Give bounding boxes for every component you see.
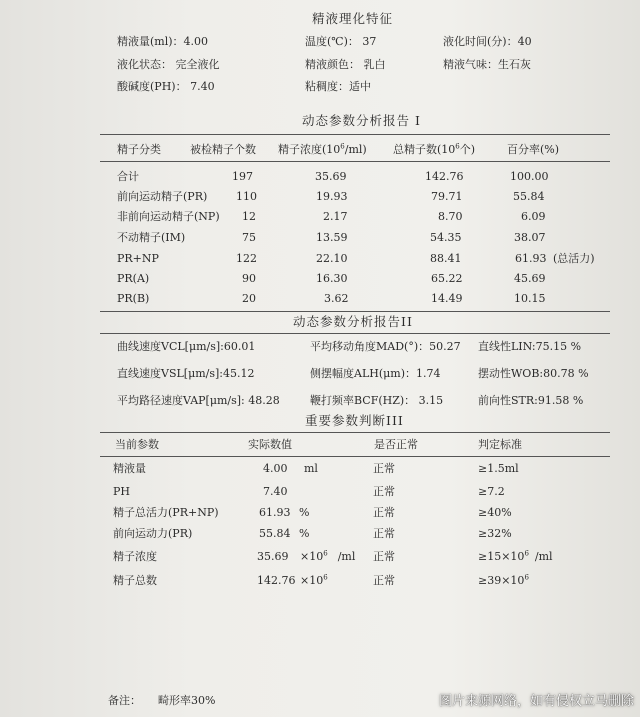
table-row-status: 正常	[373, 485, 395, 498]
table-row-count: 197	[232, 170, 253, 183]
report2-title: 动态参数分析报告II	[293, 314, 413, 329]
remark-label: 备注：	[108, 694, 141, 707]
table-row-name: 合计	[117, 170, 139, 183]
vap-field: 平均路径速度VAP[μm/s]: 48.28	[117, 394, 280, 407]
report3-title: 重要参数判断III	[305, 413, 404, 428]
table-row-conc: 13.59	[316, 231, 348, 244]
report1-header-pct: 百分率(%)	[507, 143, 560, 156]
table-row-standard: ≥40%	[478, 506, 512, 519]
alh-field: 侧摆幅度ALH(μm)：1.74	[310, 367, 441, 380]
divider	[100, 456, 610, 457]
table-row-unit: ml	[304, 462, 318, 475]
remark-text: 畸形率30%	[158, 694, 216, 707]
table-row-total: 142.76	[425, 170, 464, 183]
table-row-value: 4.00	[263, 462, 288, 475]
table-row-status: 正常	[373, 506, 395, 519]
report1-header-conc: 精子浓度$(10^6/ml)$	[278, 142, 367, 156]
table-row-count: 20	[242, 292, 256, 305]
temperature-field: 温度(℃)： 37	[305, 35, 377, 48]
table-row-param: 精子浓度	[113, 550, 157, 563]
table-row-pct: 10.15	[514, 292, 546, 305]
watermark-caption: 图片来源网络，如有侵权立马删除	[438, 694, 634, 709]
wob-field: 摆动性WOB:80.78 %	[478, 367, 589, 380]
table-row-unit: %	[299, 527, 310, 540]
table-row-value: 142.76	[257, 574, 296, 587]
bcf-field: 鞭打频率BCF(HZ)： 3.15	[310, 394, 444, 407]
table-row-name: PR(B)	[117, 292, 150, 305]
mad-field: 平均移动角度MAD(°)：50.27	[310, 340, 461, 353]
table-row-value: 55.84	[259, 527, 291, 540]
total-motility-note: (总活力)	[553, 252, 595, 265]
table-row-count: 12	[242, 210, 256, 223]
table-row-total: 54.35	[430, 231, 462, 244]
table-row-param: 精子总数	[113, 574, 157, 587]
table-row-total: 65.22	[431, 272, 463, 285]
table-row-name: 非前向运动精子(NP)	[117, 210, 220, 223]
table-row-param: PH	[113, 485, 130, 498]
liquefaction-state-field: 液化状态： 完全液化	[117, 58, 220, 71]
table-row-unit: $\times 10^6$ /ml	[300, 549, 356, 563]
table-row-conc: 3.62	[324, 292, 349, 305]
table-row-standard: $\ge 39\times 10^6$	[478, 573, 529, 587]
viscosity-field: 粘稠度：适中	[305, 80, 371, 93]
str-field: 前向性STR:91.58 %	[478, 394, 584, 407]
divider	[100, 311, 610, 312]
divider	[100, 134, 610, 135]
table-row-status: 正常	[373, 574, 395, 587]
report3-header-value: 实际数值	[248, 438, 292, 451]
table-row-pct: 61.93	[515, 252, 547, 265]
vcl-field: 曲线速度VCL[μm/s]:60.01	[117, 340, 256, 353]
table-row-value: 35.69	[257, 550, 289, 563]
table-row-count: 122	[236, 252, 257, 265]
divider	[100, 161, 610, 162]
table-row-pct: 55.84	[513, 190, 545, 203]
table-row-conc: 19.93	[316, 190, 348, 203]
report1-header-total: 总精子数($10^6$个)	[393, 142, 476, 156]
divider	[100, 333, 610, 334]
divider	[100, 432, 610, 433]
table-row-status: 正常	[373, 527, 395, 540]
table-row-param: 精子总活力(PR+NP)	[113, 506, 219, 519]
report1-header-count: 被检精子个数	[190, 143, 256, 156]
liquefaction-time-field: 液化时间(分)：40	[443, 35, 532, 48]
physchem-title: 精液理化特征	[312, 11, 394, 26]
table-row-pct: 38.07	[514, 231, 546, 244]
table-row-pct: 100.00	[510, 170, 549, 183]
table-row-total: 88.41	[430, 252, 462, 265]
report3-header-status: 是否正常	[374, 438, 418, 451]
table-row-pct: 6.09	[521, 210, 546, 223]
table-row-param: 精液量	[113, 462, 146, 475]
table-row-count: 110	[236, 190, 257, 203]
report1-header-class: 精子分类	[117, 143, 161, 156]
report3-header-param: 当前参数	[115, 438, 159, 451]
volume-field: 精液量(ml)：4.00	[117, 35, 209, 48]
table-row-total: 8.70	[438, 210, 463, 223]
table-row-name: 前向运动精子(PR)	[117, 190, 208, 203]
ph-field: 酸碱度(PH)： 7.40	[117, 80, 215, 93]
semen-odor-field: 精液气味：生石灰	[443, 58, 531, 71]
semen-color-field: 精液颜色： 乳白	[305, 58, 386, 71]
table-row-standard: ≥7.2	[478, 485, 505, 498]
vsl-field: 直线速度VSL[μm/s]:45.12	[117, 367, 255, 380]
table-row-standard: ≥1.5ml	[478, 462, 519, 475]
table-row-value: 61.93	[259, 506, 291, 519]
table-row-total: 79.71	[431, 190, 463, 203]
table-row-status: 正常	[373, 550, 395, 563]
table-row-pct: 45.69	[514, 272, 546, 285]
table-row-total: 14.49	[431, 292, 463, 305]
table-row-conc: 16.30	[316, 272, 348, 285]
table-row-standard: ≥32%	[478, 527, 512, 540]
table-row-conc: 35.69	[315, 170, 347, 183]
table-row-value: 7.40	[263, 485, 288, 498]
table-row-name: PR(A)	[117, 272, 150, 285]
table-row-param: 前向运动力(PR)	[113, 527, 193, 540]
table-row-count: 90	[242, 272, 256, 285]
lin-field: 直线性LIN:75.15 %	[478, 340, 582, 353]
table-row-unit: %	[299, 506, 310, 519]
report1-title: 动态参数分析报告 I	[302, 113, 421, 128]
report3-header-standard: 判定标准	[478, 438, 522, 451]
table-row-status: 正常	[373, 462, 395, 475]
table-row-conc: 2.17	[323, 210, 348, 223]
table-row-conc: 22.10	[316, 252, 348, 265]
table-row-name: 不动精子(IM)	[117, 231, 186, 244]
table-row-standard: $\ge 15\times 10^6$ /ml	[478, 549, 553, 563]
table-row-unit: $\times 10^6$	[300, 573, 328, 587]
table-row-name: PR+NP	[117, 252, 159, 265]
table-row-count: 75	[242, 231, 256, 244]
